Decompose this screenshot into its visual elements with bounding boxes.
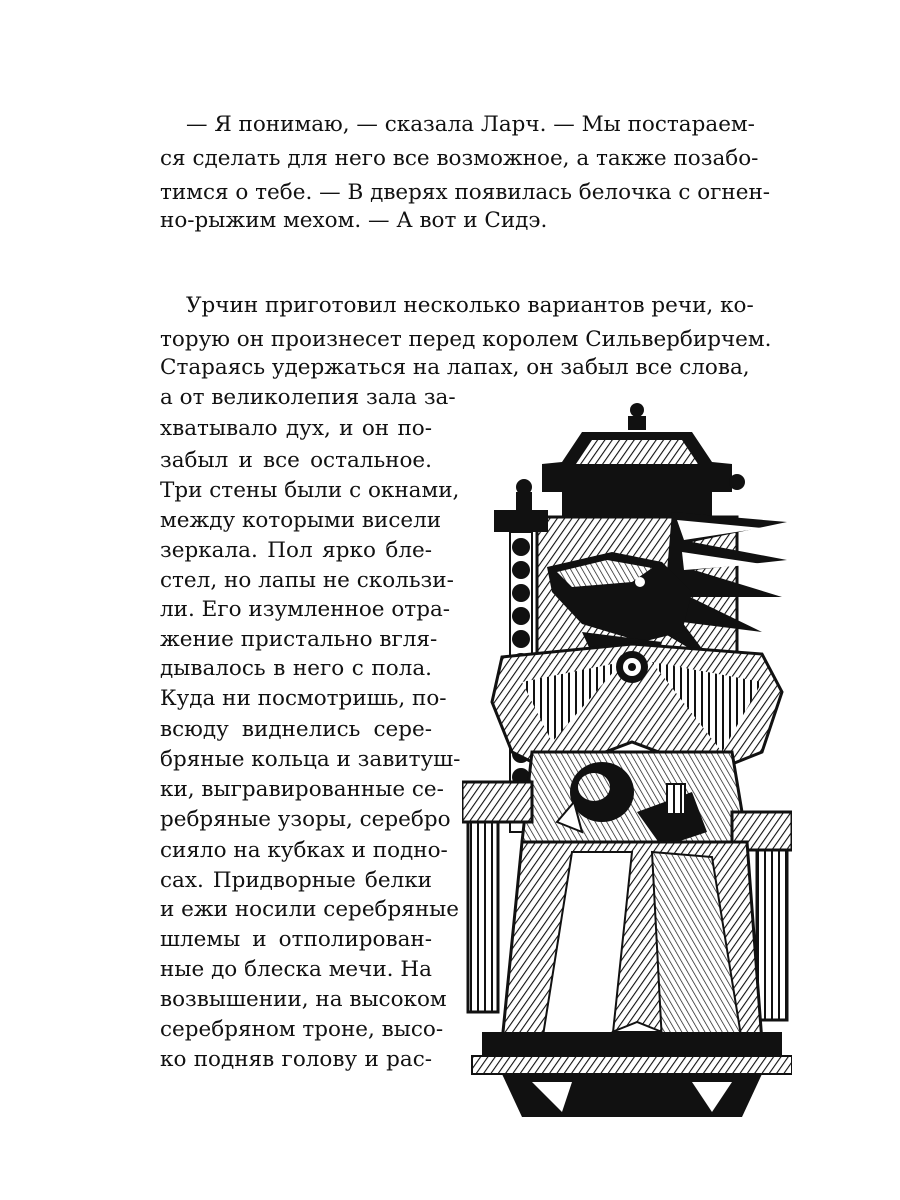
text-line: всюду виднелись сере-	[160, 717, 432, 742]
text-line: бряные кольца и завитуш-	[160, 747, 461, 772]
text-line: хватывало дух, и он по-	[160, 416, 432, 441]
robe-lower	[502, 842, 762, 1042]
text-line: тимся о тебе. — В дверях появилась белочка с огнен-	[160, 180, 771, 205]
text-line: Три стены были с окнами,	[160, 478, 460, 503]
text-line: но-рыжим мехом. — А вот и Сидэ.	[160, 208, 548, 233]
text-line: забыл и все остальное.	[160, 448, 432, 473]
text-line: шлемы и отполирован-	[160, 927, 432, 952]
text-line: и ежи носили серебряные	[160, 897, 459, 922]
throne-crest	[516, 403, 745, 522]
text-line: ко подняв голову и рас-	[160, 1047, 432, 1072]
text-line: торую он произнесет перед королем Сильвербирчем.	[160, 327, 772, 352]
text-line: ные до блеска мечи. На	[160, 957, 432, 982]
text-line: ся сделать для него все возможное, а также позабо-	[160, 146, 759, 171]
text-line: — Я понимаю, — сказала Ларч. — Мы постараем-	[186, 112, 755, 137]
throne-base	[472, 1022, 792, 1117]
text-line: ли. Его изумленное отра-	[160, 597, 451, 622]
text-line: Урчин приготовил несколько вариантов речи, ко-	[186, 293, 754, 318]
text-line: дывалось в него с пола.	[160, 656, 432, 681]
text-line: стел, но лапы не скользи-	[160, 568, 454, 593]
text-line: зеркала. Пол ярко бле-	[160, 538, 432, 563]
text-line: Куда ни посмотришь, по-	[160, 686, 447, 711]
text-line: ки, выгравированные се-	[160, 777, 444, 802]
text-line: ребряные узоры, серебро	[160, 807, 451, 832]
text-line: между которыми висели	[160, 508, 442, 533]
text-line: Стараясь удержаться на лапах, он забыл все слова,	[160, 355, 750, 380]
text-line: жение пристально вгля-	[160, 627, 438, 652]
text-line: сияло на кубках и подно-	[160, 838, 448, 863]
king-on-throne-illustration	[462, 392, 792, 1124]
text-line: возвышении, на высоком	[160, 987, 447, 1012]
text-line: а от великолепия зала за-	[160, 385, 456, 410]
text-line: серебряном троне, высо-	[160, 1017, 444, 1042]
text-line: сах. Придворные белки	[160, 868, 432, 893]
